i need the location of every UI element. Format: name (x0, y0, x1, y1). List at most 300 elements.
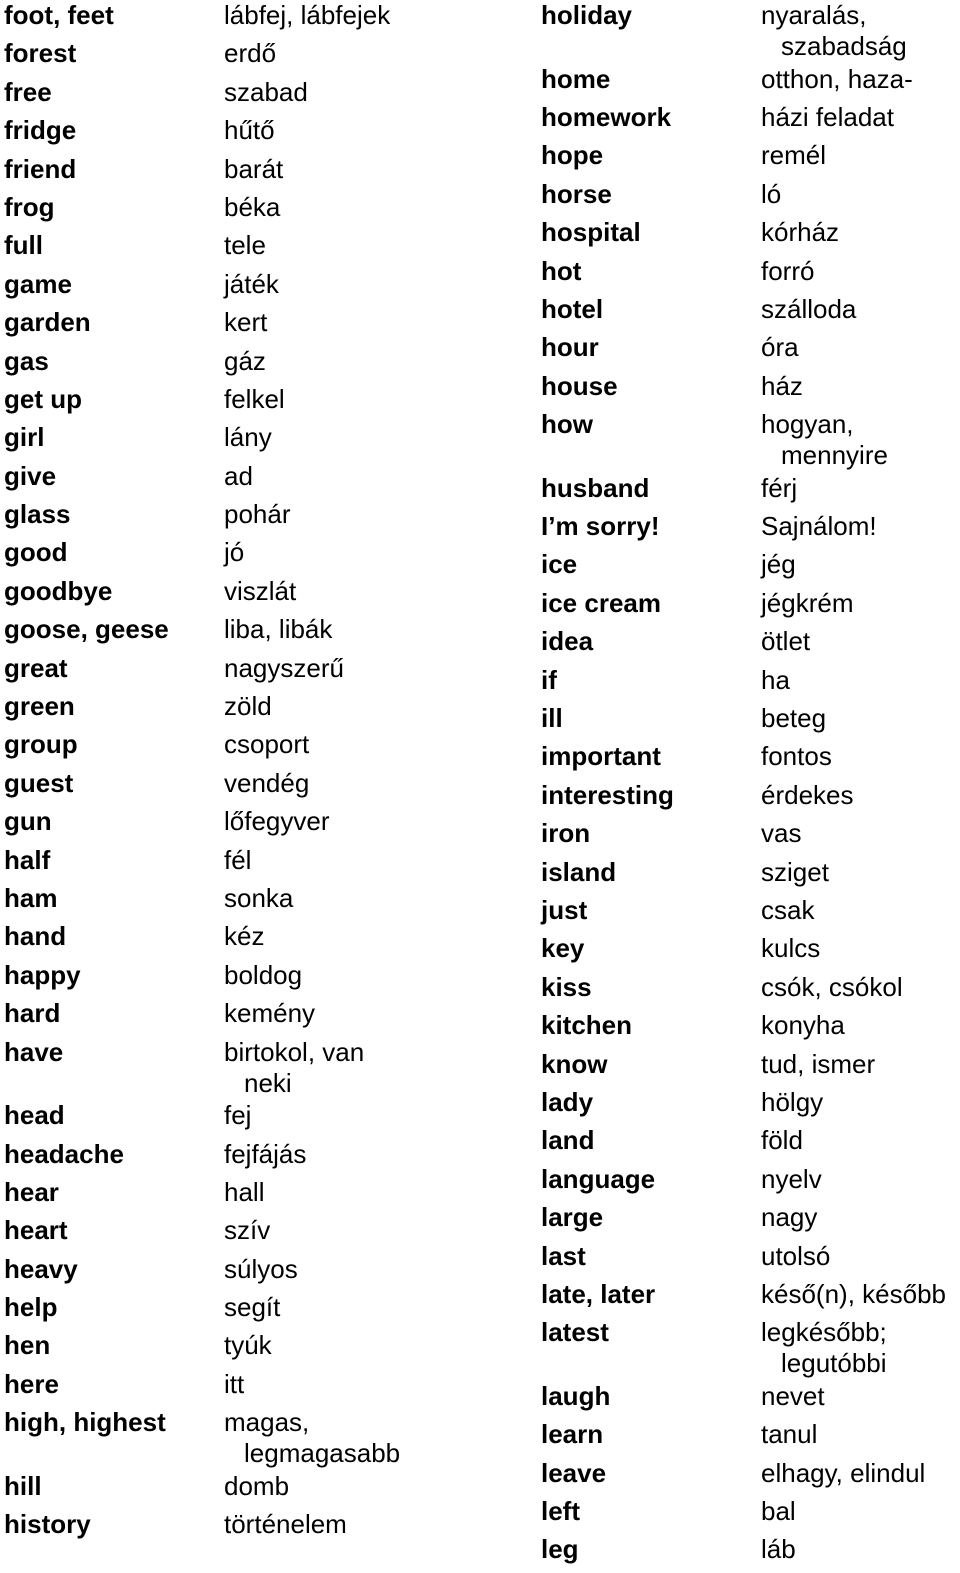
vocab-entry (4, 307, 524, 345)
translation-line: házi feladat (761, 101, 894, 132)
english-word: leave (541, 1457, 607, 1488)
translation-line: nyaralás, (761, 0, 867, 30)
hungarian-translation (224, 1330, 272, 1360)
translation-line: ha (761, 664, 790, 695)
english-word: late, later (541, 1278, 656, 1309)
translation-line: lábfej, lábfejek (224, 0, 391, 30)
vocab-entry (4, 1330, 524, 1368)
translation-line: liba, libák (224, 614, 333, 645)
hungarian-translation (224, 269, 279, 299)
vocab-entry (4, 806, 524, 844)
hungarian-translation (761, 1010, 845, 1040)
translation-continuation: legutóbbi (781, 1348, 887, 1379)
hungarian-translation (224, 192, 280, 222)
vocab-entry (4, 1254, 524, 1292)
hungarian-translation (224, 1254, 298, 1284)
english-word: ill (541, 703, 563, 734)
hungarian-translation (761, 857, 829, 887)
vocab-entry (4, 729, 524, 767)
english-word: garden (4, 307, 91, 338)
english-word: get up (4, 383, 82, 414)
vocab-entry (541, 549, 960, 587)
translation-line: ötlet (761, 626, 811, 657)
english-word: history (4, 1509, 91, 1540)
vocab-entry (541, 511, 960, 549)
english-word: half (4, 844, 51, 875)
hungarian-translation (761, 217, 839, 247)
hungarian-translation (761, 1202, 817, 1232)
hungarian-translation (761, 1534, 796, 1564)
translation-line: nyelv (761, 1163, 822, 1194)
hungarian-translation (761, 1241, 830, 1271)
hungarian-translation (224, 576, 296, 606)
vocab-entry (541, 972, 960, 1010)
translation-line: viszlát (224, 575, 297, 606)
english-word: kiss (541, 971, 592, 1002)
english-word: just (541, 895, 588, 925)
english-word: high, highest (4, 1407, 166, 1438)
english-word: glass (4, 499, 71, 530)
vocab-entry (541, 179, 960, 217)
translation-line: birtokol, van (224, 1036, 365, 1067)
translation-line: kert (224, 307, 268, 338)
hungarian-translation (224, 1177, 264, 1207)
translation-line: kulcs (761, 933, 821, 964)
vocab-entry (4, 537, 524, 575)
translation-line: ló (761, 178, 782, 209)
vocab-entry (541, 1458, 960, 1496)
hungarian-translation (761, 64, 913, 94)
english-word: language (541, 1163, 656, 1194)
vocab-entry (4, 115, 524, 153)
hungarian-translation (761, 1164, 822, 1194)
vocab-entry (4, 499, 524, 537)
translation-line: csoport (224, 729, 310, 760)
vocabulary-column-left (4, 0, 524, 1548)
vocab-entry (541, 588, 960, 626)
english-word: ham (4, 882, 58, 913)
english-word: ice (541, 549, 578, 580)
vocab-entry (4, 691, 524, 729)
translation-line: itt (224, 1368, 245, 1399)
translation-line: játék (224, 268, 279, 299)
vocab-entry (4, 422, 524, 460)
vocab-entry (4, 0, 524, 38)
translation-line: szálloda (761, 293, 857, 324)
english-word: I’m sorry! (541, 511, 660, 542)
vocab-entry (4, 192, 524, 230)
hungarian-translation (761, 332, 799, 362)
hungarian-translation (761, 1496, 796, 1526)
translation-line: hölgy (761, 1086, 824, 1117)
vocabulary-column-right (541, 0, 960, 1573)
translation-line: hűtő (224, 115, 275, 146)
vocab-entry (4, 1037, 524, 1101)
hungarian-translation (761, 626, 810, 656)
english-word: frog (4, 191, 55, 222)
hungarian-translation (761, 741, 832, 771)
vocab-entry (541, 140, 960, 178)
translation-line: jó (224, 537, 245, 568)
hungarian-translation (224, 77, 308, 107)
vocab-entry (541, 102, 960, 140)
translation-line: hogyan, (761, 409, 854, 440)
translation-line: ad (224, 460, 253, 491)
english-word: husband (541, 472, 650, 503)
english-word: left (541, 1496, 580, 1527)
translation-line: kórház (761, 217, 840, 248)
english-word: heavy (4, 1253, 78, 1284)
english-word: idea (541, 626, 594, 657)
translation-line: vendég (224, 767, 310, 798)
english-word: homework (541, 101, 672, 132)
english-word: green (4, 691, 75, 722)
vocab-entry (4, 230, 524, 268)
vocab-entry (541, 1010, 960, 1048)
translation-continuation: szabadság (781, 31, 907, 61)
english-word: give (4, 460, 57, 491)
hungarian-translation (224, 806, 330, 836)
vocab-entry (541, 1381, 960, 1419)
vocab-entry (541, 1087, 960, 1125)
english-word: hand (4, 921, 67, 952)
hungarian-translation (761, 933, 820, 963)
translation-line: domb (224, 1470, 290, 1501)
translation-continuation: legmagasabb (244, 1438, 401, 1469)
hungarian-translation (224, 1509, 347, 1539)
english-word: goose, geese (4, 614, 169, 645)
hungarian-translation (761, 1381, 825, 1411)
vocab-entry (4, 998, 524, 1036)
vocab-entry (541, 1419, 960, 1457)
english-word: latest (541, 1317, 609, 1348)
vocab-entry (541, 818, 960, 856)
hungarian-translation (224, 998, 315, 1028)
english-word: land (541, 1125, 595, 1156)
english-word: hen (4, 1330, 51, 1361)
translation-line: utolsó (761, 1240, 831, 1271)
hungarian-translation (761, 0, 907, 62)
hungarian-translation (761, 371, 803, 401)
hungarian-translation (761, 179, 781, 209)
hungarian-translation (224, 1100, 251, 1130)
translation-line: férj (761, 472, 798, 503)
translation-line: béka (224, 191, 281, 222)
vocab-entry (541, 895, 960, 933)
vocab-entry (541, 1241, 960, 1279)
hungarian-translation (761, 895, 814, 925)
translation-line: ház (761, 370, 803, 401)
translation-line: föld (761, 1125, 803, 1156)
translation-line: fél (224, 844, 252, 875)
english-word: horse (541, 178, 612, 209)
hungarian-translation (761, 473, 797, 503)
english-word: hospital (541, 217, 641, 248)
hungarian-translation (761, 1125, 803, 1155)
english-word: game (4, 268, 72, 299)
translation-line: forró (761, 255, 815, 286)
english-word: gun (4, 806, 52, 837)
translation-line: súlyos (224, 1253, 298, 1284)
english-word: hope (541, 140, 604, 171)
hungarian-translation (224, 1407, 400, 1469)
hungarian-translation (224, 115, 275, 145)
hungarian-translation (761, 511, 877, 541)
vocab-entry (541, 1496, 960, 1534)
translation-line: boldog (224, 959, 303, 990)
vocab-entry (4, 154, 524, 192)
translation-line: óra (761, 332, 799, 363)
english-word: happy (4, 959, 81, 990)
english-word: holiday (541, 0, 633, 30)
translation-line: kemény (224, 998, 316, 1029)
translation-line: láb (761, 1534, 796, 1565)
translation-line: jég (761, 549, 796, 580)
vocab-entry (541, 1534, 960, 1572)
english-word: full (4, 230, 43, 261)
hungarian-translation (224, 960, 302, 990)
vocab-entry (4, 1471, 524, 1509)
english-word: house (541, 370, 618, 401)
vocab-entry (541, 1202, 960, 1240)
english-word: ice cream (541, 587, 661, 618)
english-word: heart (4, 1215, 68, 1246)
translation-continuation: mennyire (781, 440, 888, 471)
hungarian-translation (224, 0, 390, 30)
hungarian-translation (761, 102, 894, 132)
english-word: hear (4, 1176, 59, 1207)
hungarian-translation (224, 230, 266, 260)
translation-line: bal (761, 1496, 796, 1527)
translation-line: felkel (224, 383, 285, 414)
english-word: key (541, 933, 585, 964)
hungarian-translation (761, 1049, 875, 1079)
vocab-entry (4, 1292, 524, 1330)
hungarian-translation (761, 1317, 887, 1379)
translation-line: tele (224, 230, 266, 261)
vocab-entry (541, 371, 960, 409)
english-word: goodbye (4, 575, 113, 606)
hungarian-translation (224, 845, 251, 875)
english-word: hard (4, 998, 61, 1029)
hungarian-translation (761, 1458, 925, 1488)
vocab-entry (4, 653, 524, 691)
vocab-entry (4, 461, 524, 499)
english-word: kitchen (541, 1010, 633, 1041)
hungarian-translation (761, 409, 888, 471)
english-word: here (4, 1368, 59, 1399)
translation-line: hall (224, 1176, 265, 1207)
vocab-entry (541, 703, 960, 741)
translation-line: nagy (761, 1202, 818, 1233)
translation-line: pohár (224, 499, 291, 530)
hungarian-translation (224, 384, 285, 414)
hungarian-translation (224, 729, 309, 759)
translation-line: nevet (761, 1380, 825, 1411)
hungarian-translation (761, 703, 826, 733)
english-word: good (4, 537, 68, 568)
hungarian-translation (761, 1087, 823, 1117)
english-word: hot (541, 255, 582, 286)
vocab-entry (541, 332, 960, 370)
vocab-entry (541, 256, 960, 294)
english-word: important (541, 741, 661, 772)
vocab-entry (541, 0, 960, 64)
english-word: friend (4, 153, 77, 184)
hungarian-translation (761, 972, 903, 1002)
translation-line: lány (224, 422, 272, 453)
hungarian-translation (224, 1369, 244, 1399)
english-word: group (4, 729, 78, 760)
translation-line: fontos (761, 741, 832, 772)
translation-line: kéz (224, 921, 265, 952)
vocab-entry (4, 614, 524, 652)
hungarian-translation (224, 499, 291, 529)
vocab-entry (541, 933, 960, 971)
translation-line: lőfegyver (224, 806, 330, 837)
vocab-entry (4, 1100, 524, 1138)
vocab-entry (541, 626, 960, 664)
translation-line: szabad (224, 76, 308, 107)
vocab-entry (4, 1177, 524, 1215)
english-word: head (4, 1100, 65, 1131)
english-word: headache (4, 1138, 124, 1169)
hungarian-translation (761, 665, 790, 695)
vocab-entry (541, 1049, 960, 1087)
hungarian-translation (224, 691, 272, 721)
translation-line: magas, (224, 1407, 310, 1438)
translation-line: elhagy, elindul (761, 1457, 926, 1488)
vocab-entry (4, 1215, 524, 1253)
hungarian-translation (761, 140, 826, 170)
translation-line: fej (224, 1100, 252, 1131)
hungarian-translation (224, 537, 244, 567)
vocab-entry (541, 64, 960, 102)
translation-line: csak (761, 895, 815, 925)
vocab-entry (541, 473, 960, 511)
translation-line: remél (761, 140, 827, 171)
vocab-entry (541, 1279, 960, 1317)
vocab-entry (4, 1407, 524, 1471)
translation-line: konyha (761, 1010, 845, 1041)
english-word: island (541, 856, 617, 887)
translation-line: érdekes (761, 779, 854, 810)
hungarian-translation (224, 1139, 306, 1169)
translation-continuation: neki (244, 1067, 292, 1098)
translation-line: zöld (224, 691, 272, 722)
vocab-entry (541, 1164, 960, 1202)
hungarian-translation (224, 1471, 289, 1501)
translation-line: vas (761, 818, 802, 849)
translation-line: késő(n), később (761, 1278, 946, 1309)
english-word: laugh (541, 1380, 611, 1411)
english-word: girl (4, 422, 45, 453)
english-word: home (541, 63, 611, 94)
vocab-entry (541, 1125, 960, 1163)
english-word: large (541, 1202, 604, 1233)
translation-line: szív (224, 1215, 271, 1246)
english-word: free (4, 76, 52, 107)
translation-line: legkésőbb; (761, 1317, 887, 1348)
hungarian-translation (224, 1292, 280, 1322)
english-word: lady (541, 1086, 594, 1117)
english-word: know (541, 1048, 608, 1079)
hungarian-translation (761, 1419, 817, 1449)
vocab-entry (541, 780, 960, 818)
english-word: interesting (541, 779, 674, 810)
vocab-entry (541, 217, 960, 255)
vocab-entry (4, 269, 524, 307)
translation-line: jégkrém (761, 587, 854, 618)
english-word: foot, feet (4, 0, 114, 30)
hungarian-translation (224, 422, 272, 452)
english-word: great (4, 652, 68, 683)
hungarian-translation (761, 1279, 946, 1309)
vocab-entry (4, 38, 524, 76)
hungarian-translation (224, 883, 293, 913)
translation-line: beteg (761, 703, 827, 734)
english-word: hill (4, 1470, 42, 1501)
vocab-entry (541, 665, 960, 703)
vocab-entry (4, 1369, 524, 1407)
hungarian-translation (224, 1037, 364, 1099)
hungarian-translation (224, 768, 309, 798)
english-word: learn (541, 1419, 604, 1450)
hungarian-translation (224, 307, 267, 337)
english-word: hotel (541, 293, 604, 324)
hungarian-translation (761, 780, 854, 810)
vocab-entry (541, 1317, 960, 1381)
hungarian-translation (224, 653, 344, 683)
english-word: guest (4, 767, 74, 798)
english-word: last (541, 1240, 586, 1271)
translation-line: csók, csókol (761, 971, 903, 1002)
english-word: hour (541, 332, 599, 363)
hungarian-translation (224, 154, 283, 184)
hungarian-translation (224, 921, 264, 951)
vocab-entry (541, 857, 960, 895)
english-word: have (4, 1036, 64, 1067)
vocab-entry (4, 1139, 524, 1177)
english-word: how (541, 409, 593, 440)
translation-line: barát (224, 153, 284, 184)
english-word: gas (4, 345, 49, 376)
translation-line: nagyszerű (224, 652, 344, 683)
vocab-entry (4, 845, 524, 883)
vocab-entry (4, 921, 524, 959)
hungarian-translation (224, 1215, 270, 1245)
vocab-entry (541, 294, 960, 332)
english-word: fridge (4, 115, 77, 146)
translation-line: sziget (761, 856, 829, 887)
hungarian-translation (224, 38, 276, 68)
translation-line: történelem (224, 1509, 347, 1540)
english-word: if (541, 664, 557, 695)
hungarian-translation (761, 588, 853, 618)
vocab-entry (4, 576, 524, 614)
vocab-entry (4, 346, 524, 384)
vocab-entry (4, 768, 524, 806)
hungarian-translation (761, 549, 796, 579)
english-word: forest (4, 38, 77, 69)
english-word: leg (541, 1534, 579, 1565)
vocab-entry (4, 384, 524, 422)
english-word: help (4, 1292, 58, 1323)
translation-line: gáz (224, 345, 266, 376)
translation-line: segít (224, 1292, 281, 1323)
hungarian-translation (761, 818, 801, 848)
hungarian-translation (224, 461, 253, 491)
